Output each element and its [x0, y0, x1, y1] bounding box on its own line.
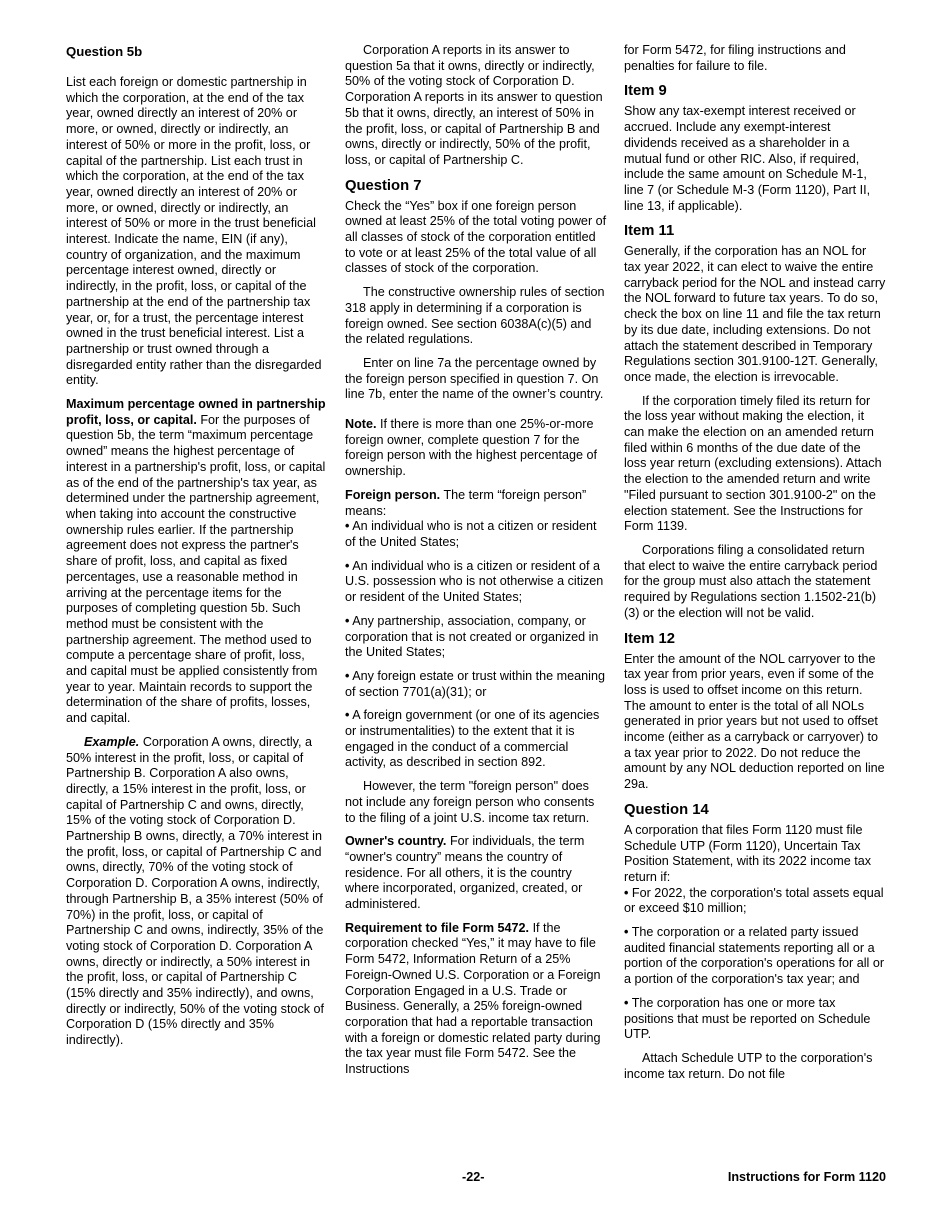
max-percentage-lead: Maximum percentage owned in partnership profit, loss, or capital.	[66, 397, 326, 427]
heading-item-11: Item 11	[624, 223, 675, 240]
owners-country-body: For individuals, the term “owner's country” means the country of residence. For all others, it is the country where incorporated, organized, created, or administered.	[345, 834, 585, 912]
requirement-5472-paragraph	[345, 921, 607, 1078]
question-14-after: Attach Schedule UTP to the corporation's income tax return. Do not file	[624, 1050, 873, 1081]
heading-item-9: Item 9	[624, 83, 667, 100]
item-9-body: Show any tax-exempt interest received or accrued. Include any exempt-interest dividends received as a shareholder in a mutual fund or other RIC. Also, if required, include the same amount on Schedule M-1, line 7 (or Schedule M-3 (Form 1120), Part II, line 13, if applicable).	[624, 104, 871, 213]
foreign-person-paragraph	[345, 488, 607, 519]
foreign-person-body: The term “foreign person” means:	[345, 487, 587, 518]
heading-question-14: Question 14	[624, 801, 709, 818]
requirement-5472-body: If the corporation checked “Yes,” it may have to file Form 5472, Information Return of a 25% Foreign-Owned U.S. Corporation or a Foreign Corporation Engaged in a U.S. Trade or Business. Generally, a 25% foreign-owned corporation that had a reportable transaction with a foreign or domestic related party during the tax year must file Form 5472. See the Instructions	[345, 920, 601, 1077]
heading-question-7: Question 7	[345, 177, 422, 194]
list-item: • An individual who is not a citizen or resident of the United States;	[345, 519, 597, 549]
item-11-para-3: Corporations filing a consolidated return that elect to waive the entire carryback period for the group must also attach the statement required by Regulations section 1.1502-21(b)(3) or the election will not be valid.	[624, 542, 878, 620]
document-title: Instructions for Form 1120	[727, 1170, 886, 1184]
list-item: • A foreign government (or one of its agencies or instrumentalities) to the extent that it is engaged in the conduct of a commercial activity, as described in section 892.	[345, 708, 600, 770]
question-5b-body: List each foreign or domestic partnership in which the corporation, at the end of the tax year, owned directly an interest of 20% or more, or owned, directly or indirectly, an interest of 50% or more in the profit, loss, or capital of the partnership. List each trust in which the corporation, at the end of the tax year, owned directly an interest of 20% or more, or owned, directly or indirectly, an interest of 50% or more in the trust beneficial interest. Indicate the name, EIN (if any), country of organization, and the maximum percentage interest owned, directly or indirectly, in the profit, loss, or capital of the partnership at the end of the partnership tax year, or, for a trust, the percentage interest owned in the trust beneficial interest. List a partnership or trust owned through a disregarded entity rather than the disregarded entity.	[66, 75, 322, 388]
note-body: If there is more than one 25%-or-more foreign owner, complete question 7 for the foreign person with the highest percentage of ownership.	[345, 417, 598, 479]
item-11-para-2: If the corporation timely filed its return for the loss year without making the election, it can make the election on an amended return filed within 6 months of the due date of the loss year return (excluding extensions). Attach the election to the amended return and write "Filed pursuant to section 301.9100-2" on the election statement. See the Instructions for Form 1139.	[624, 393, 882, 534]
heading-item-12: Item 12	[624, 630, 675, 647]
example-continuation: Corporation A reports in its answer to question 5a that it owns, directly or indirectly, 50% of the voting stock of Corporation D. Corporation A reports in its answer to question 5b that it owns, directly, an interest of 50% in the profit, loss, or capital of Partnership B and owns, directly or indirectly, 50% of the profit, loss, or capital of Partnership C.	[345, 43, 603, 167]
list-item: • Any partnership, association, company, or corporation that is not created or organized in the United States;	[345, 613, 599, 660]
item-12-body: Enter the amount of the NOL carryover to the tax year from prior years, even if some of the loss is used to offset income on this return. The amount to enter is the total of all NOLs generated in prior years but not used to offset income (either as a carryback or carryover) to a tax year prior to 2022. Do not reduce the amount by any NOL deduction reported on line 29a.	[624, 651, 885, 792]
example-paragraph	[66, 735, 328, 1049]
column-right	[624, 43, 886, 1090]
foreign-person-lead: Foreign person.	[345, 487, 441, 502]
list-item: • The corporation or a related party issued audited financial statements reporting all or a portion of the corporation's operations for all or a portion of the corporation's tax year; and	[624, 925, 885, 987]
form-5472-continuation: for Form 5472, for filing instructions and penalties for failure to file.	[624, 43, 846, 73]
column-left	[66, 43, 328, 1057]
example-body: Corporation A owns, directly, a 50% interest in the profit, loss, or capital of Partnership B. Corporation A also owns, directly, a 15% interest in the profit, loss, or capital of Partnership C and owns, directly, 15% of the voting stock of Corporation D. Partnership B owns, directly, a 70% interest in the profit, loss, or capital of Partnership C and owns, directly, 70% of the voting stock of Corporation D. Corporation A owns, indirectly, through Partnership B, a 35% interest (50% of 70%) in the profit, loss, or capital of Partnership C and owns, indirectly, 35% of the voting stock of Corporation D. Corporation A owns, directly or indirectly, a 50% interest in the profit, loss, or capital of Partnership C (15% directly and 35% indirectly), and owns, directly or indirectly, 50% of the voting stock of Corporation D (15% directly and 35% indirectly).	[66, 734, 325, 1048]
note-paragraph	[345, 417, 607, 480]
note-lead: Note.	[345, 417, 377, 432]
list-item: • For 2022, the corporation's total assets equal or exceed $10 million;	[624, 885, 884, 916]
list-item: • The corporation has one or more tax positions that must be reported on Schedule UTP.	[624, 995, 871, 1042]
heading-question-5b: Question 5b	[66, 44, 143, 59]
question-7-para-3: Enter on line 7a the percentage owned by the foreign person specified in question 7. On line 7b, enter the name of the owner’s country.	[345, 355, 604, 402]
example-lead: Example.	[84, 734, 140, 749]
owners-country-paragraph	[345, 834, 607, 913]
question-7-para-1: Check the “Yes” box if one foreign person owned at least 25% of the total voting power of all classes of stock of the corporation entitled to vote or at least 25% of the total value of all classes of stock of the corporation.	[345, 198, 607, 276]
max-percentage-paragraph	[66, 397, 328, 727]
question-7-para-2: The constructive ownership rules of section 318 apply in determining if a corporation is foreign owned. See section 6038A(c)(5) and the related regulations.	[345, 285, 605, 347]
requirement-5472-lead: Requirement to file Form 5472.	[345, 920, 530, 935]
item-11-para-1: Generally, if the corporation has an NOL for tax year 2022, it can elect to waive the entire carryback period for the NOL and instead carry the NOL forward to future tax years. To do so, check the box on line 11 and file the tax return by its due date, including extensions. Do not attach the statement described in Temporary Regulations section 301.9100-12T. Generally, once made, the election is irrevocable.	[624, 244, 886, 384]
question-14-body: A corporation that files Form 1120 must file Schedule UTP (Form 1120), Uncertain Tax Position Statement, with its 2022 income tax return if:	[624, 822, 872, 884]
column-middle	[345, 43, 607, 1086]
foreign-person-after: However, the term "foreign person" does not include any foreign person who consents to the filing of a joint U.S. income tax return.	[345, 779, 595, 825]
page-number: -22-	[462, 1170, 485, 1184]
max-percentage-body: For the purposes of question 5b, the term “maximum percentage owned” means the highest percentage of interest in a partnership's profit, loss, or capital as of the end of the partnership's tax year, as determined under the partnership agreement, when taking into account the constructive ownership rules earlier. If the partnership agreement does not express the partner's share of profit, loss, and capital as fixed percentages, use a reasonable method in arriving at the percentage items for the purposes of completing question 5b. Such method must be consistent with the partnership agreement. The method used to compute a percentage share of profit, loss, and capital must be applied consistently from year to year. Maintain records to support the determination of the share of profits, losses, and capital.	[66, 412, 326, 726]
list-item: • Any foreign estate or trust within the meaning of section 7701(a)(31); or	[345, 668, 605, 699]
list-item: • An individual who is a citizen or resident of a U.S. possession who is not otherwise a citizen or resident of the United States;	[345, 558, 604, 605]
owners-country-lead: Owner's country.	[345, 834, 447, 849]
